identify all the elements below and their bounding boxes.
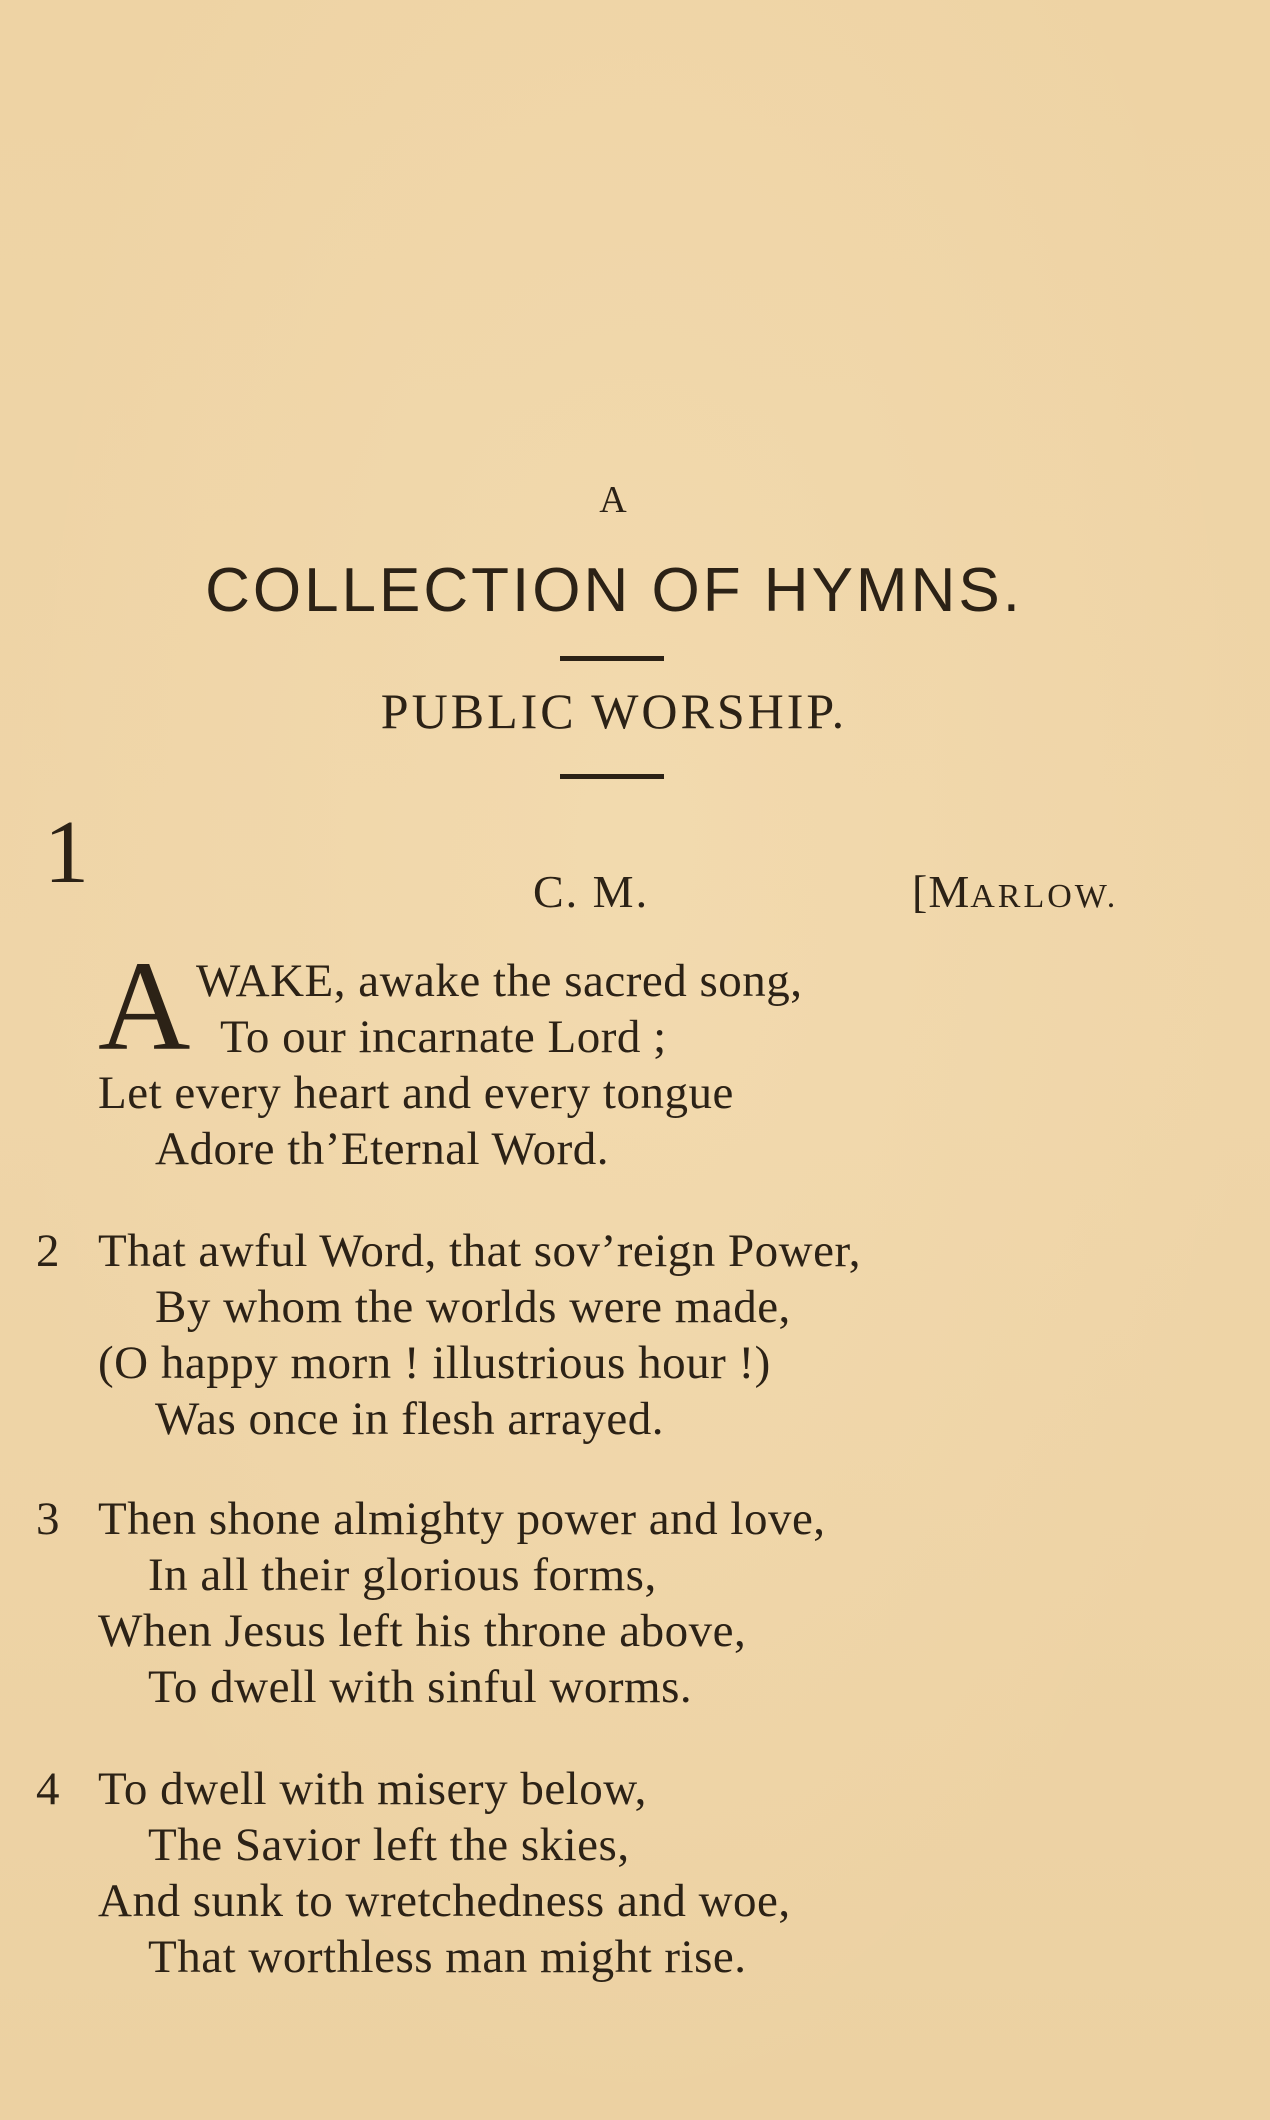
verse-line: (O happy morn ! illustrious hour !) (98, 1337, 771, 1389)
verse-line: That awful Word, that sov’reign Power, (98, 1225, 861, 1277)
verse-line: By whom the worlds were made, (155, 1281, 791, 1333)
verse-number: 3 (36, 1493, 60, 1545)
verse-line: Was once in flesh arrayed. (155, 1393, 665, 1445)
verse-line: When Jesus left his throne above, (98, 1605, 747, 1657)
verse-line: Let every heart and every tongue (98, 1067, 734, 1119)
verse-number: 2 (36, 1225, 60, 1277)
title-rule-top (560, 656, 664, 661)
verse-line: To our incarnate Lord ; (220, 1011, 667, 1063)
verse-line: In all their glorious forms, (148, 1549, 657, 1601)
hymn-meter: C. M. (533, 866, 650, 917)
verse-line: That worthless man might rise. (148, 1931, 747, 1983)
verse-number: 4 (36, 1763, 60, 1815)
verse-line: And sunk to wretchedness and woe, (98, 1875, 791, 1927)
verse-line: Then shone almighty power and love, (98, 1493, 826, 1545)
heading-article: A (599, 479, 629, 521)
verse-line: To dwell with sinful worms. (148, 1661, 693, 1713)
page-title: COLLECTION OF HYMNS. (205, 556, 1023, 625)
tune-bracket: [ (912, 866, 929, 917)
tune-initial: M (928, 866, 971, 917)
hymn-number: 1 (44, 803, 89, 902)
title-rule-bottom (560, 774, 664, 779)
hymn-tune (912, 865, 1118, 918)
drop-cap: A (98, 935, 191, 1077)
verse-line: To dwell with misery below, (98, 1763, 647, 1815)
tune-rest: ARLOW. (970, 878, 1119, 915)
verse-line: WAKE, awake the sacred song, (196, 955, 803, 1007)
section-title: PUBLIC WORSHIP. (380, 683, 848, 739)
verse-line: Adore th’Eternal Word. (155, 1123, 610, 1175)
verse-line: The Savior left the skies, (148, 1819, 630, 1871)
